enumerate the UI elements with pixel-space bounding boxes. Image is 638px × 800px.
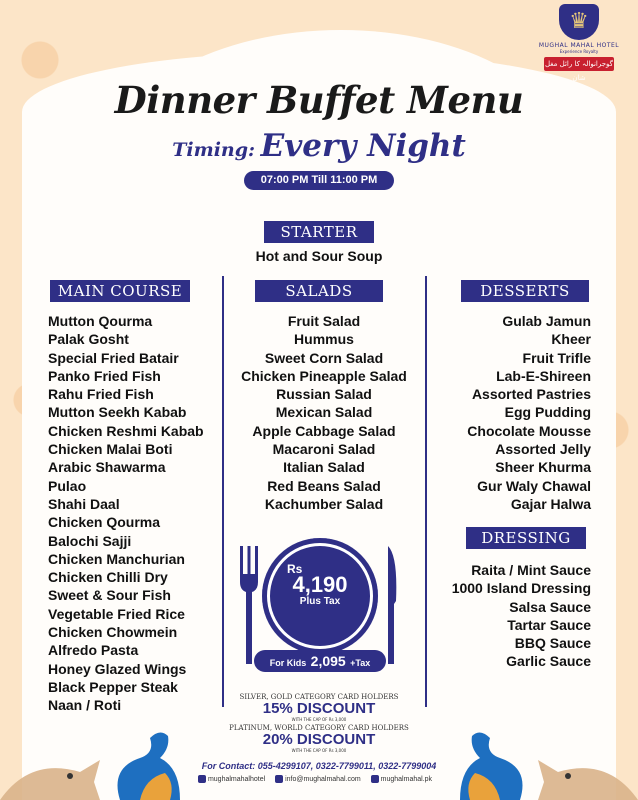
list-item: Fruit Trifle xyxy=(522,349,591,366)
list-item: Rahu Fried Fish xyxy=(48,386,154,403)
list-item: 1000 Island Dressing xyxy=(451,580,591,597)
list-item: Sheer Khurma xyxy=(495,459,591,476)
discount-offer: 20% DISCOUNT xyxy=(262,731,376,748)
contact-label: For Contact: xyxy=(201,761,256,771)
column-divider-left xyxy=(222,276,224,707)
list-item: Mutton Seekh Kabab xyxy=(48,404,187,421)
list-item: Tartar Sauce xyxy=(507,616,591,633)
list-item: Gajar Halwa xyxy=(510,495,591,512)
logo-tagline: Experience Royalty xyxy=(559,49,599,54)
logo-name: MUGHAL MAHAL HOTEL xyxy=(538,42,620,49)
knife-icon xyxy=(384,546,398,664)
list-item: Pulao xyxy=(48,477,87,494)
website-link[interactable]: mughalmahal.pk xyxy=(380,775,433,783)
kids-price xyxy=(254,650,386,672)
column-divider-right xyxy=(425,276,427,707)
list-item: Chicken Chilli Dry xyxy=(48,569,168,586)
fork-icon xyxy=(238,546,260,664)
email-link[interactable]: info@mughalmahal.com xyxy=(285,775,361,783)
list-item: Kachumber Salad xyxy=(264,495,384,512)
discount-block xyxy=(200,724,438,753)
list-item: Apple Cabbage Salad xyxy=(252,422,396,439)
list-item: Assorted Pastries xyxy=(471,386,591,403)
discount-block xyxy=(200,693,438,722)
list-item: Black Pepper Steak xyxy=(48,678,178,695)
list-item: Panko Fried Fish xyxy=(48,367,161,384)
price-tax-note: Plus Tax xyxy=(299,596,341,607)
list-item: Chicken Manchurian xyxy=(48,550,185,567)
list-item: Lab-E-Shireen xyxy=(496,367,591,384)
list-item: Sweet & Sour Fish xyxy=(48,587,171,604)
logo-urdu-banner: گوجرانوالہ کا رائل مغل شان xyxy=(544,57,614,71)
list-item: Raita / Mint Sauce xyxy=(471,562,591,578)
discount-cap: WITH THE CAP OF Rs 3,000 xyxy=(291,717,347,722)
facebook-handle[interactable]: mughalmahalhotel xyxy=(207,775,266,783)
list-item: Sweet Corn Salad xyxy=(264,349,384,366)
price-currency: Rs xyxy=(287,562,303,576)
desserts-list xyxy=(430,312,591,513)
kids-amount: 2,095 xyxy=(310,653,346,669)
list-item: Egg Pudding xyxy=(504,404,591,421)
list-item: Red Beans Salad xyxy=(267,477,381,494)
email-icon xyxy=(275,775,283,783)
list-item: Mexican Salad xyxy=(275,404,373,421)
list-item: Gur Waly Chawal xyxy=(477,477,591,494)
social-links xyxy=(0,775,638,783)
timing-label: Timing: xyxy=(172,139,256,161)
list-item: Naan / Roti xyxy=(48,697,122,714)
crown-icon: ♛ xyxy=(559,4,599,40)
list-item: Vegetable Fried Rice xyxy=(48,605,185,622)
price-text xyxy=(262,564,378,607)
list-item: Shahi Daal xyxy=(48,495,120,512)
list-item: Assorted Jelly xyxy=(495,441,591,458)
list-item: Chicken Reshmi Kabab xyxy=(48,422,204,439)
page-title: Dinner Buffet Menu xyxy=(114,78,524,122)
list-item: Arabic Shawarma xyxy=(48,459,166,476)
discount-caption: PLATINUM, WORLD CATEGORY CARD HOLDERS xyxy=(229,724,409,732)
list-item: Alfredo Pasta xyxy=(48,642,139,659)
list-item: Special Fried Batair xyxy=(48,349,179,366)
salads-list xyxy=(225,312,423,513)
discount-offer: 15% DISCOUNT xyxy=(262,700,376,717)
list-item: Italian Salad xyxy=(283,459,365,476)
list-item: Palak Gosht xyxy=(48,331,129,348)
kids-tax: +Tax xyxy=(350,658,371,668)
list-item: Balochi Sajji xyxy=(48,532,132,549)
timing-hours: 07:00 PM Till 11:00 PM xyxy=(244,171,394,190)
list-item: Chocolate Mousse xyxy=(467,422,591,439)
contact-line xyxy=(0,761,638,771)
kids-label: For Kids xyxy=(269,658,307,668)
list-item: Hummus xyxy=(294,331,354,348)
salads-header: SALADS xyxy=(255,280,383,302)
list-item: Honey Glazed Wings xyxy=(48,660,187,677)
timing-value: Every Night xyxy=(260,128,466,164)
contact-phones[interactable]: 055-4299107, 0322-7799011, 0322-7799004 xyxy=(257,761,437,771)
list-item: Chicken Malai Boti xyxy=(48,441,173,458)
list-item: Salsa Sauce xyxy=(509,598,591,615)
starter-item: Hot and Sour Soup xyxy=(255,248,383,264)
list-item: Garlic Sauce xyxy=(506,653,591,670)
list-item: Macaroni Salad xyxy=(272,441,376,458)
dressing-header: DRESSING xyxy=(466,527,586,549)
list-item: Chicken Qourma xyxy=(48,514,161,531)
discount-caption: SILVER, GOLD CATEGORY CARD HOLDERS xyxy=(239,693,399,701)
list-item: Gulab Jamun xyxy=(502,313,591,329)
price-amount: 4,190 xyxy=(292,572,348,597)
main-course-list xyxy=(48,312,204,715)
main-course-header: MAIN COURSE xyxy=(50,280,190,302)
starter-header: STARTER xyxy=(264,221,374,243)
list-item: Mutton Qourma xyxy=(48,313,153,329)
list-item: BBQ Sauce xyxy=(514,635,591,652)
list-item: Kheer xyxy=(551,331,591,348)
dressing-list xyxy=(430,561,591,671)
timing-line xyxy=(0,128,638,164)
globe-icon xyxy=(371,775,379,783)
facebook-instagram-icon xyxy=(198,775,206,783)
desserts-header: DESSERTS xyxy=(461,280,589,302)
list-item: Fruit Salad xyxy=(287,313,361,329)
list-item: Chicken Pineapple Salad xyxy=(241,367,407,384)
list-item: Chicken Chowmein xyxy=(48,624,178,641)
discount-cap: WITH THE CAP OF Rs 3,000 xyxy=(291,748,347,753)
list-item: Russian Salad xyxy=(276,386,372,403)
hotel-logo xyxy=(534,2,624,82)
